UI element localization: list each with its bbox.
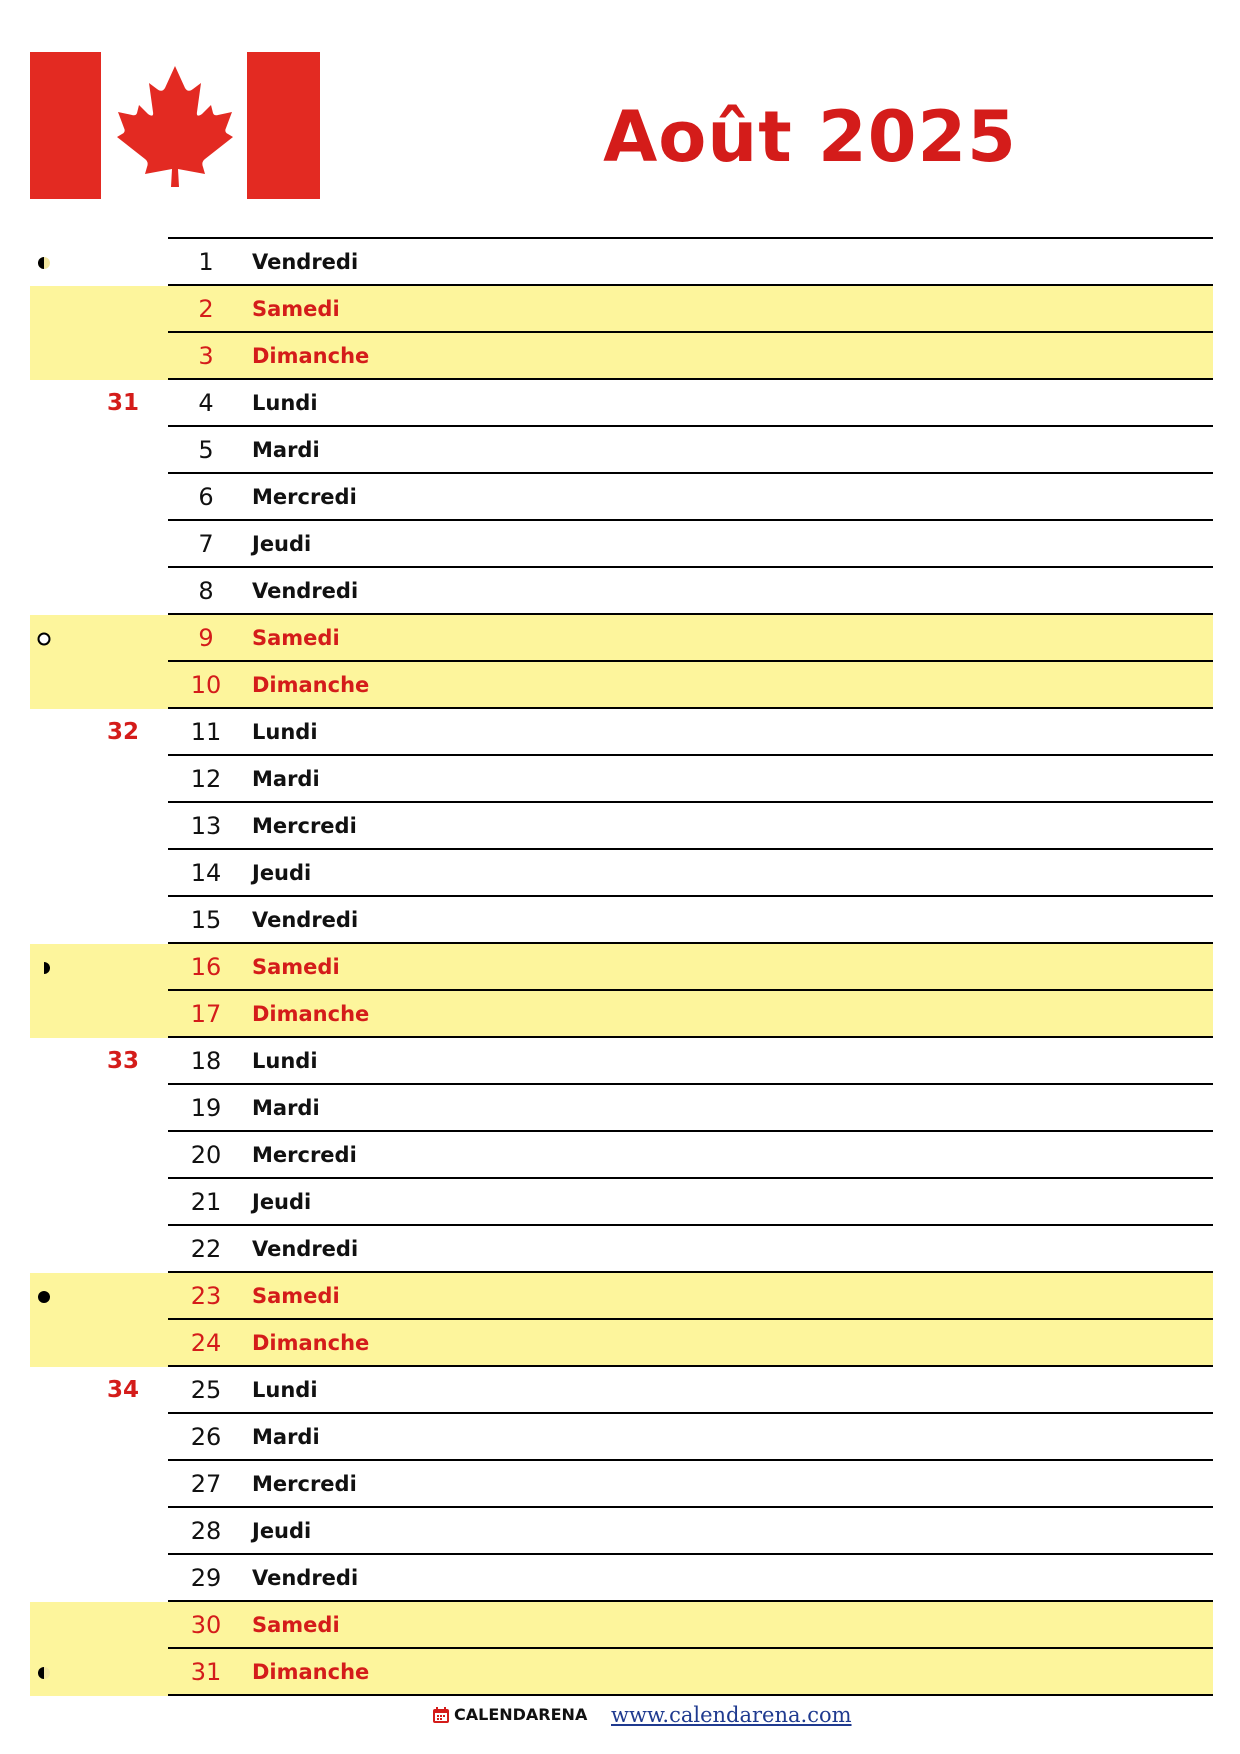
- day-row: [0, 1602, 1240, 1649]
- day-name: Mardi: [252, 438, 320, 462]
- day-row: [0, 850, 1240, 897]
- day-row: [0, 709, 1240, 756]
- footer: [0, 1700, 1240, 1734]
- day-number: 30: [190, 1611, 222, 1639]
- day-row: [0, 1414, 1240, 1461]
- day-number: 26: [190, 1423, 222, 1451]
- day-row: [0, 897, 1240, 944]
- day-name: Lundi: [252, 720, 318, 744]
- day-row: [0, 333, 1240, 380]
- day-row: [0, 615, 1240, 662]
- day-row: [0, 239, 1240, 286]
- day-number: 3: [198, 342, 214, 370]
- day-number: 28: [190, 1517, 222, 1545]
- day-row: [0, 1038, 1240, 1085]
- day-name: Lundi: [252, 391, 318, 415]
- day-number: 23: [190, 1282, 222, 1310]
- day-name: Lundi: [252, 1378, 318, 1402]
- day-name: Vendredi: [252, 250, 359, 274]
- day-number: 25: [190, 1376, 222, 1404]
- day-number: 11: [190, 718, 222, 746]
- day-name: Samedi: [252, 626, 340, 650]
- day-name: Vendredi: [252, 908, 359, 932]
- day-row: [0, 521, 1240, 568]
- day-name: Samedi: [252, 1613, 340, 1637]
- day-name: Jeudi: [252, 861, 312, 885]
- day-number: 4: [198, 389, 214, 417]
- day-number: 6: [198, 483, 214, 511]
- day-name: Mercredi: [252, 1472, 357, 1496]
- day-row: [0, 568, 1240, 615]
- day-row: [0, 803, 1240, 850]
- week-number: 33: [106, 1048, 139, 1074]
- day-row: [0, 1367, 1240, 1414]
- day-number: 10: [190, 671, 222, 699]
- day-number: 16: [190, 953, 222, 981]
- day-row: [0, 1461, 1240, 1508]
- day-number: 9: [198, 624, 214, 652]
- last-quarter-moon-icon: [37, 960, 51, 974]
- day-name: Mercredi: [252, 1143, 357, 1167]
- first-quarter-moon-icon: [37, 255, 51, 269]
- week-number: 31: [106, 390, 139, 416]
- day-row: [0, 474, 1240, 521]
- day-name: Dimanche: [252, 344, 370, 368]
- day-number: 29: [190, 1564, 222, 1592]
- day-number: 20: [190, 1141, 222, 1169]
- day-number: 8: [198, 577, 214, 605]
- day-name: Mardi: [252, 1425, 320, 1449]
- day-name: Samedi: [252, 297, 340, 321]
- day-row: [0, 662, 1240, 709]
- day-number: 31: [190, 1658, 222, 1686]
- day-number: 15: [190, 906, 222, 934]
- day-name: Vendredi: [252, 1566, 359, 1590]
- day-row: [0, 1508, 1240, 1555]
- week-number: 32: [106, 719, 139, 745]
- maple-leaf-icon: [115, 62, 235, 187]
- day-number: 14: [190, 859, 222, 887]
- day-name: Dimanche: [252, 1660, 370, 1684]
- flag-red-band-right: [247, 52, 320, 199]
- day-row: [0, 1273, 1240, 1320]
- day-name: Dimanche: [252, 1331, 370, 1355]
- day-name: Mardi: [252, 767, 320, 791]
- full-moon-icon: [37, 631, 51, 645]
- day-name: Dimanche: [252, 1002, 370, 1026]
- day-number: 5: [198, 436, 214, 464]
- first-quarter-moon-icon: [37, 1665, 51, 1679]
- day-row: [0, 1085, 1240, 1132]
- brand-name: CALENDARENA: [454, 1705, 588, 1724]
- day-name: Samedi: [252, 955, 340, 979]
- day-number: 27: [190, 1470, 222, 1498]
- page-title: Août 2025: [603, 96, 1017, 178]
- day-number: 7: [198, 530, 214, 558]
- day-row: [0, 286, 1240, 333]
- day-row: [0, 1320, 1240, 1367]
- footer-brand: [432, 1705, 587, 1724]
- day-number: 19: [190, 1094, 222, 1122]
- day-name: Jeudi: [252, 1519, 312, 1543]
- day-row: [0, 1226, 1240, 1273]
- day-number: 22: [190, 1235, 222, 1263]
- day-name: Dimanche: [252, 673, 370, 697]
- day-number: 24: [190, 1329, 222, 1357]
- day-name: Jeudi: [252, 532, 312, 556]
- day-name: Lundi: [252, 1049, 318, 1073]
- day-name: Samedi: [252, 1284, 340, 1308]
- day-row: [0, 944, 1240, 991]
- day-name: Vendredi: [252, 579, 359, 603]
- canada-flag-icon: [30, 52, 320, 199]
- day-name: Vendredi: [252, 1237, 359, 1261]
- day-number: 18: [190, 1047, 222, 1075]
- day-row: [0, 1132, 1240, 1179]
- day-row: [0, 1179, 1240, 1226]
- day-number: 13: [190, 812, 222, 840]
- day-name: Mercredi: [252, 485, 357, 509]
- website-link[interactable]: www.calendarena.com: [611, 1703, 852, 1727]
- day-name: Jeudi: [252, 1190, 312, 1214]
- day-number: 12: [190, 765, 222, 793]
- week-number: 34: [106, 1377, 139, 1403]
- row-divider: [168, 1694, 1213, 1696]
- day-row: [0, 380, 1240, 427]
- day-row: [0, 1649, 1240, 1696]
- day-row: [0, 427, 1240, 474]
- day-name: Mardi: [252, 1096, 320, 1120]
- calendar-icon: [432, 1706, 450, 1724]
- flag-red-band-left: [30, 52, 101, 199]
- day-number: 17: [190, 1000, 222, 1028]
- day-row: [0, 756, 1240, 803]
- new-moon-icon: [37, 1289, 51, 1303]
- day-number: 1: [198, 248, 214, 276]
- day-number: 21: [190, 1188, 222, 1216]
- day-name: Mercredi: [252, 814, 357, 838]
- day-row: [0, 1555, 1240, 1602]
- day-row: [0, 991, 1240, 1038]
- day-number: 2: [198, 295, 214, 323]
